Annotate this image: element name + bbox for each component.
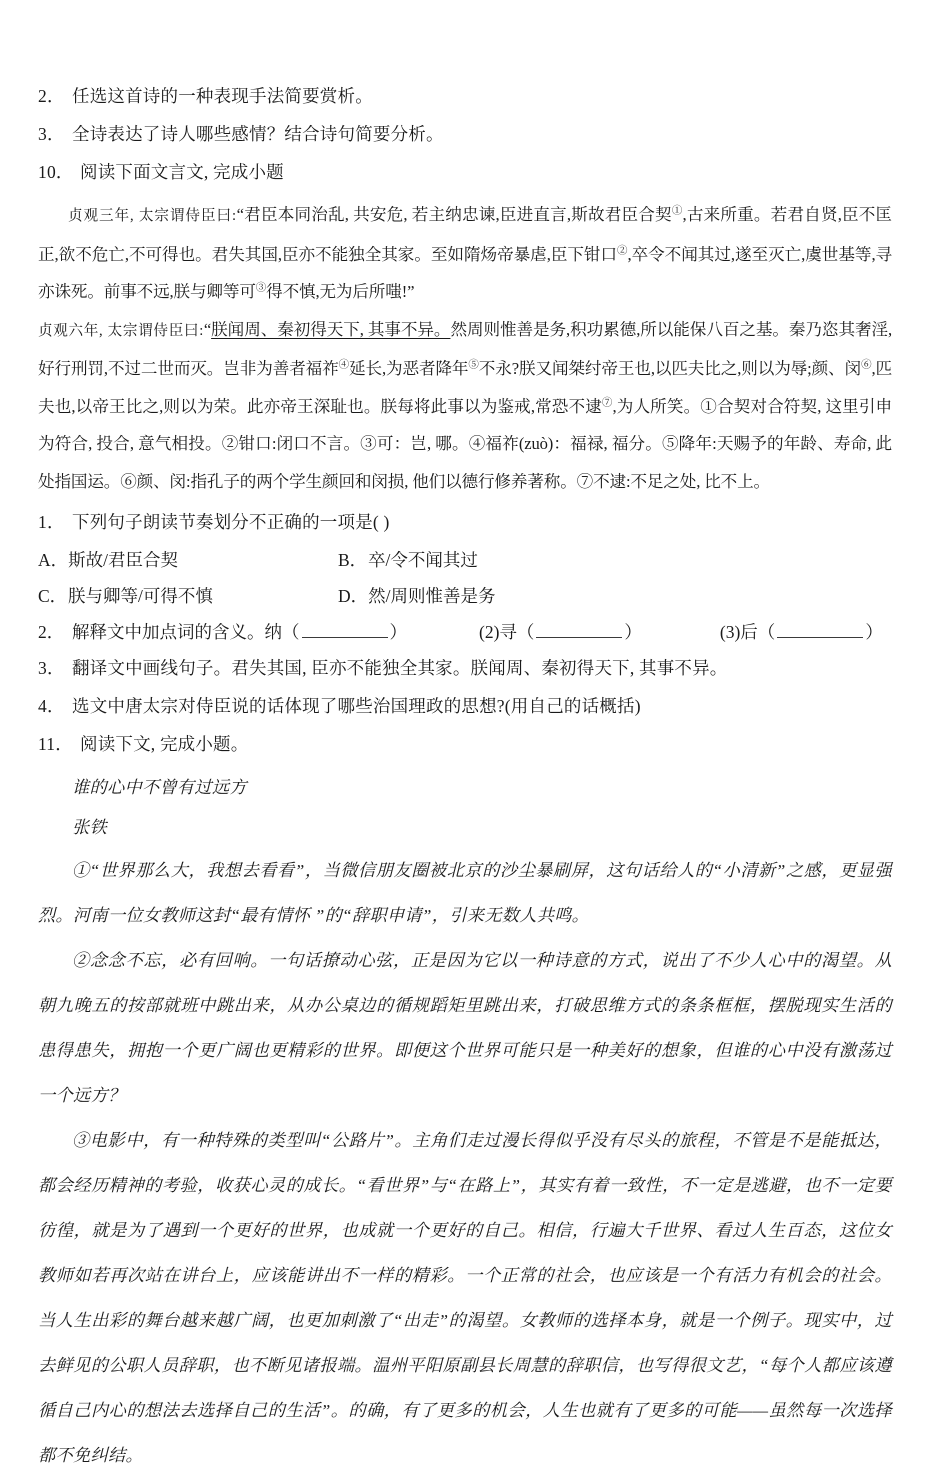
article-paragraph-1: ①“世界那么大，我想去看看”，当微信朋友圈被北京的沙尘暴刷屏，这句话给人的“小清新”之感，更显强烈。河南一位女教师这封“最有情怀 ”的“辞职申请”，引来无数人共鸣。 [38,861,892,925]
footnote-marker-7: ⑦ [601,396,613,408]
option-d[interactable] [338,578,638,614]
footnotes-text: ①合契对合符契, 这里引申为符合, 投合, 意气相投。②钳口:闭口不言。③可：岂, 哪。④福祚(zuò)：福禄, 福分。⑤降年:天赐予的年龄、寿命, 此处指国运。⑥颜、闵:指孔子的两个学生颜回和闵损, 他们以德行修养著称。⑦不逮:不足之处, 比不上。 [38,396,892,491]
item-number: 10． [38,162,74,182]
footnote-marker-2: ② [617,244,628,256]
item-11-stem [38,726,892,762]
underlined-sentence: 朕闻周、秦初得天下, 其事不异。 [211,319,451,339]
question-number: 2． [38,86,65,106]
passage-body: 延长,为恶者降年 [349,359,469,378]
fill-close-1: ） [389,622,407,642]
question-item [38,116,892,152]
passage-lead: 贞观六年, 太宗谓侍臣曰: [38,322,204,339]
passage-lead: 贞观三年, 太宗谓侍臣曰: [68,208,237,224]
question-text: 全诗表达了诗人哪些感情？结合诗句简要分析。 [72,124,444,144]
item-10-stem [38,154,892,190]
choice-options [38,542,892,614]
option-b-text: 卒/令不闻其过 [368,550,478,570]
passage-body: ,古来所重。若君自贤,臣不匡正,欲不危亡,不可得也。君失其国,臣亦不能独全其家。至如隋炀帝暴虐,臣下钳口 [38,205,893,264]
fill-close-2: ） [624,622,642,642]
option-c[interactable] [38,578,338,614]
passage-body: 得不慎,无为后所嗤!” [266,282,415,301]
option-c-label: C． [38,586,68,606]
sub-question-1 [38,504,892,540]
answer-blank-2[interactable] [536,622,622,638]
sub-question-4 [38,688,892,724]
article-paragraph-3: ③电影中，有一种特殊的类型叫“公路片”。主角们走过漫长得似乎没有尽头的旅程，不管是不是能抵达，都会经历精神的考验，收获心灵的成长。“看世界”与“在路上”，其实有着一致性，不一定是逃避，也不一定要彷徨，就是为了遇到一个更好的世界，也成就一个更好的自己。相信，行遍大千世界、看过人生百态，这位女教师如若再次站在讲台上，应该能讲出不一样的精彩。一个正常的社会，也应该是一个有活力有机会的社会。当人生出彩的舞台越来越广阔，也更加刺激了“出走”的渴望。女教师的选择本身，就是一个例子。现实中，过去鲜见的公职人员辞职，也不断见诸报端。温州平阳原副县长周慧的辞职信，也写得很文艺，“每个人都应该遵循自己内心的想法去选择自己的生活”。的确，有了更多的机会，人生也就有了更多的可能——虽然每一次选择都不免纠结。 [38,1131,892,1465]
footnote-marker-1: ① [671,205,683,217]
question-item [38,78,892,114]
footnote-marker-3: ③ [255,282,267,294]
sub-question-text: 选文中唐太宗对侍臣说的话体现了哪些治国理政的思想?(用自己的话概括) [72,696,641,716]
classical-passage-one [38,196,892,311]
option-d-text: 然/周则惟善是务 [368,586,496,606]
options-row-2 [38,578,892,614]
option-c-text: 朕与卿等/可得不慎 [68,586,213,606]
option-a-label: A． [38,550,69,570]
item-number: 11． [38,734,73,754]
item-stem-text: 阅读下面文言文, 完成小题 [80,162,284,182]
sub-question-number: 3． [38,658,65,678]
option-a[interactable] [38,542,338,578]
answer-blank-1[interactable] [302,622,388,638]
option-d-label: D． [338,586,369,606]
footnote-marker-4: ④ [338,359,350,371]
fill-close-3: ） [865,622,883,642]
article-paragraph-2: ②念念不忘，必有回响。一句话撩动心弦，正是因为它以一种诗意的方式，说出了不少人心中的渴望。从朝九晚五的按部就班中跳出来，从办公桌边的循规蹈矩里跳出来，打破思维方式的条条框框，摆脱现实生活的患得患失，拥抱一个更广阔也更精彩的世界。即便这个世界可能只是一种美好的想象，但谁的心中没有激荡过一个远方？ [38,951,892,1105]
fill-prompt-3: (3)后（ [719,622,776,642]
answer-blank-3[interactable] [777,622,863,638]
question-text: 任选这首诗的一种表现手法简要赏析。 [72,86,373,106]
option-b-label: B． [338,550,368,570]
passage-body: 然周则惟善是务,积功累德,所以能保八百之基。秦乃恣其奢淫,好行刑罚,不过二世而灭。岂非为善者福祚 [38,319,892,378]
sub-question-number: 2． [38,622,65,642]
sub-question-2 [38,614,892,650]
fill-prompt-1: 解释文中加点词的含义。纳（ [72,622,300,642]
option-a-text: 斯故/君臣合契 [68,550,179,570]
quote-open: “ [203,319,212,339]
article-author: 张铁 [72,818,107,837]
sub-question-text: 下列句子朗读节奏划分不正确的一项是( ) [72,512,390,532]
item-stem-text: 阅读下文, 完成小题。 [80,734,249,754]
footnote-marker-5: ⑤ [468,359,479,371]
fill-prompt-2: (2)寻（ [479,622,535,642]
passage-body: 不永?朕又闻桀纣帝王也,以匹夫比之,则以为辱;颜、闵 [478,359,862,378]
sub-question-3 [38,650,892,686]
passage-body: ,为人所笑。 [612,396,701,416]
passage-body: “君臣本同治乱, 共安危, 若主纳忠谏,臣进直言,斯故君臣合契 [236,205,672,224]
sub-question-number: 1． [38,512,65,532]
footnote-marker-6: ⑥ [861,359,872,371]
sub-question-text: 翻译文中画线句子。君失其国, 臣亦不能独全其家。朕闻周、秦初得天下, 其事不异。 [72,658,728,678]
article-title: 谁的心中不曾有过远方 [72,778,247,797]
options-row-1 [38,542,892,578]
sub-question-number: 4． [38,696,65,716]
question-number: 3． [38,124,65,144]
passage-body: ,卒令不闻其过,遂至灭亡,虞世基等,寻亦诛死。前事不远,朕与卿等可 [38,244,892,301]
option-b[interactable] [338,542,638,578]
classical-passage-two [38,311,892,501]
passage-body: ,匹夫也,以帝王比之,则以为荣。此亦帝王深耻也。朕每将此事以为鉴戒,常恐不逮 [38,359,892,416]
